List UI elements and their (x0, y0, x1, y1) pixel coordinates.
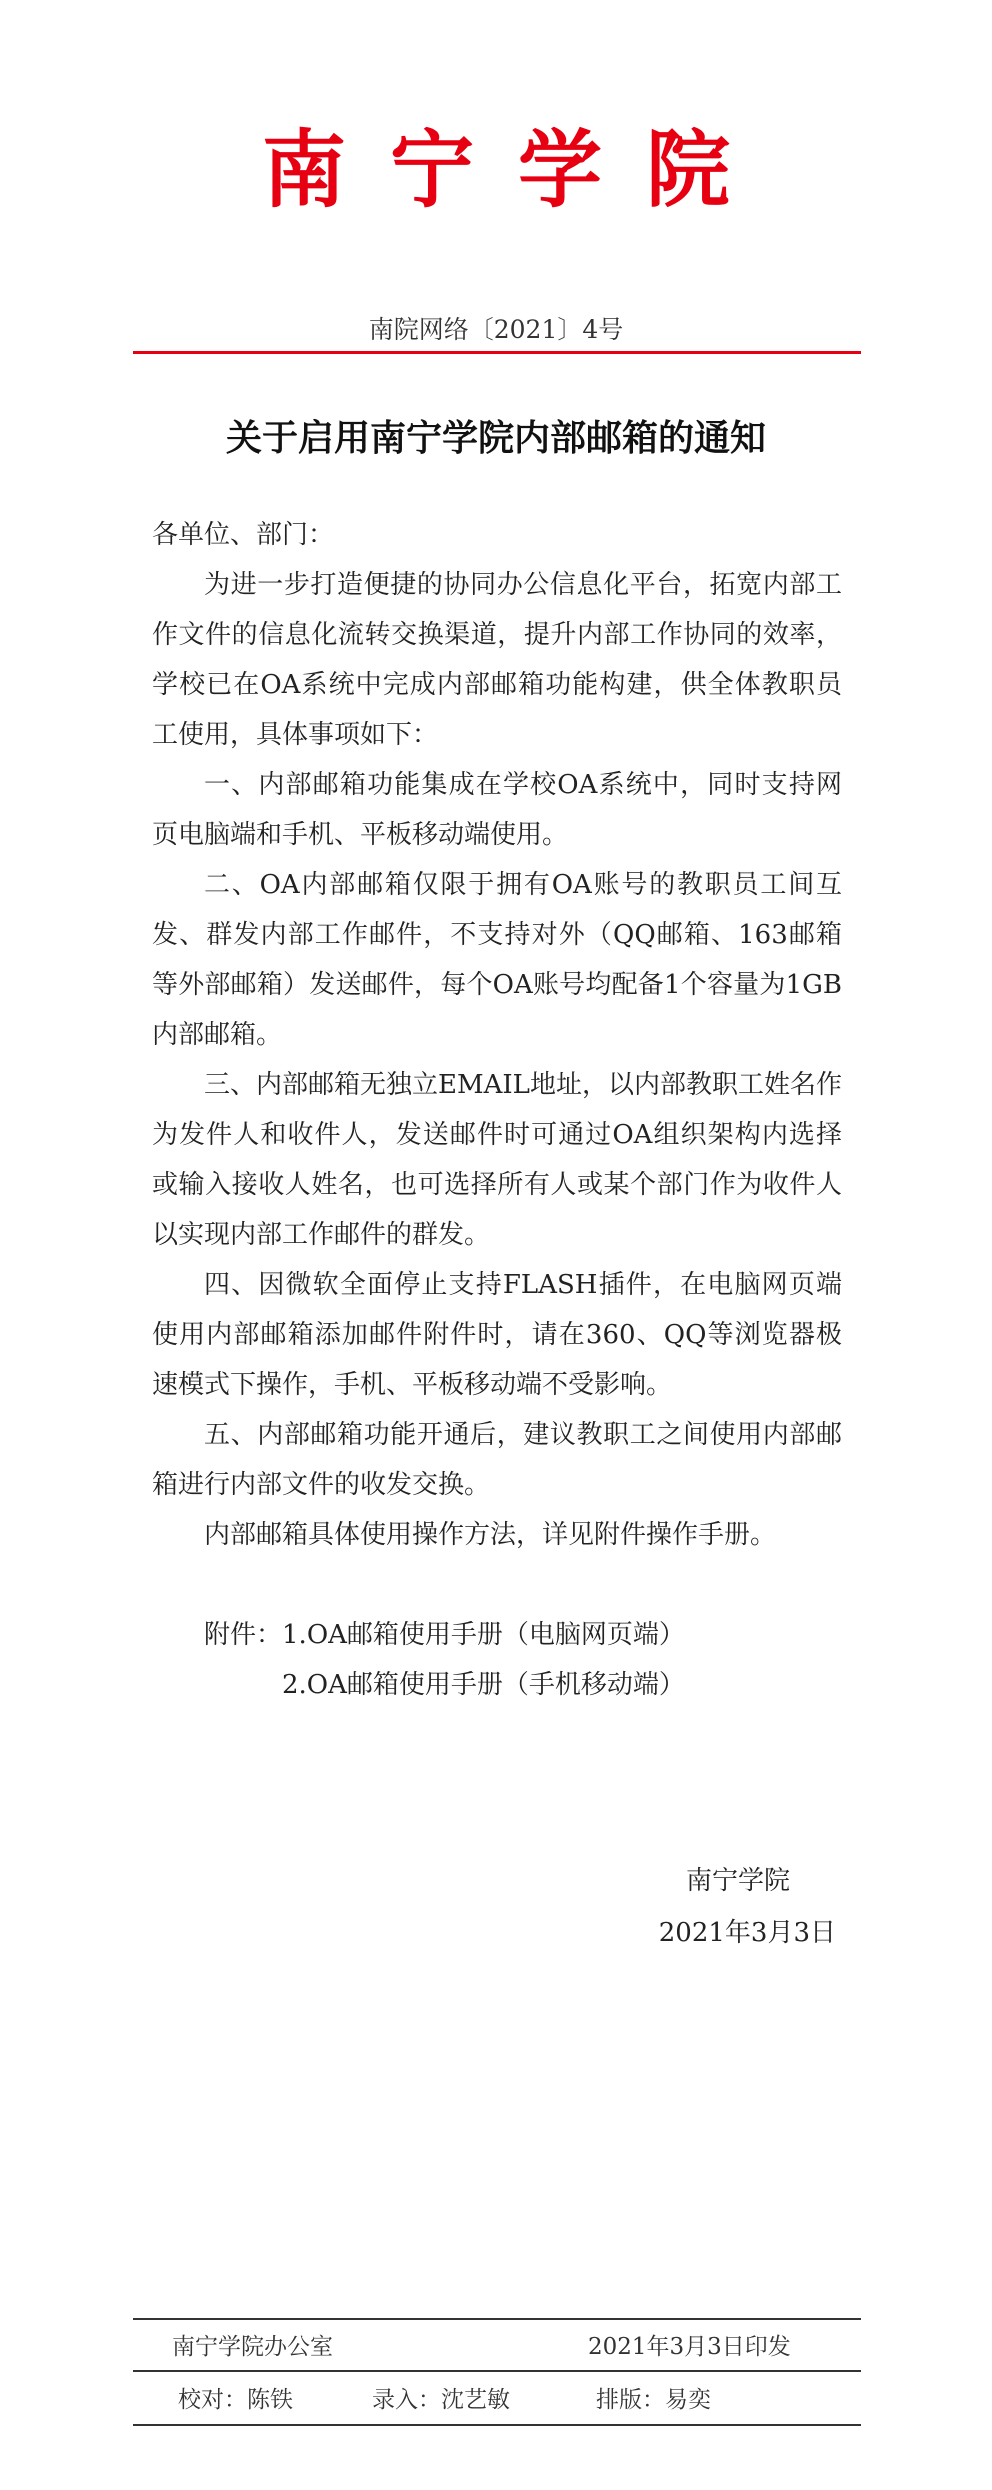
notice-body (152, 510, 842, 1560)
footer-entry: 录入：沈艺敏 (372, 2387, 510, 2413)
paragraph-item-5: 五、内部邮箱功能开通后，建议教职工之间使用内部邮箱进行内部文件的收发交换。 (152, 1420, 842, 1500)
footer-office: 南宁学院办公室 (172, 2334, 333, 2360)
red-divider (133, 351, 861, 354)
attachment-item: 1.OA邮箱使用手册（电脑网页端） (282, 1620, 685, 1650)
document-number: 南院网络〔2021〕4号 (368, 315, 624, 344)
attachments-label: 附件： (204, 1620, 283, 1650)
notice-title: 关于启用南宁学院内部邮箱的通知 (225, 417, 766, 459)
footer-proofread: 校对：陈铁 (178, 2387, 293, 2413)
signer-name: 南宁学院 (685, 1866, 790, 1896)
paragraph-item-2: 二、OA内部邮箱仅限于拥有OA账号的教职员工间互发、群发内部工作邮件，不支持对外（QQ邮箱、163邮箱等外部邮箱）发送邮件，每个OA账号均配备1个容量为1GB内部邮箱。 (152, 870, 842, 1050)
salutation: 各单位、部门： (152, 520, 335, 550)
paragraph-intro: 为进一步打造便捷的协同办公信息化平台，拓宽内部工作文件的信息化流转交换渠道，提升内部工作协同的效率，学校已在OA系统中完成内部邮箱功能构建，供全体教职员工使用，具体事项如下： (152, 570, 842, 750)
paragraph-item-4: 四、因微软全面停止支持FLASH插件，在电脑网页端使用内部邮箱添加邮件附件时，请在360、QQ等浏览器极速模式下操作，手机、平板移动端不受影响。 (152, 1270, 842, 1400)
footer-middle-rule (133, 2370, 861, 2372)
paragraph-item-3: 三、内部邮箱无独立EMAIL地址，以内部教职工姓名作为发件人和收件人，发送邮件时可通过OA组织架构内选择或输入接收人姓名，也可选择所有人或某个部门作为收件人以实现内部工作邮件的群发。 (152, 1070, 842, 1250)
footer-bottom-rule (133, 2424, 861, 2426)
institution-header: 南宁学院 (261, 120, 774, 219)
signature-date: 2021年3月3日 (658, 1918, 836, 1948)
attachments-block (204, 1610, 685, 1710)
footer-top-rule (133, 2318, 861, 2320)
paragraph-manual-note: 内部邮箱具体使用操作方法，详见附件操作手册。 (204, 1520, 777, 1550)
footer-print-date: 2021年3月3日印发 (588, 2334, 791, 2360)
footer-layout: 排版：易奕 (596, 2387, 711, 2413)
attachment-item: 2.OA邮箱使用手册（手机移动端） (282, 1670, 685, 1700)
paragraph-item-1: 一、内部邮箱功能集成在学校OA系统中，同时支持网页电脑端和手机、平板移动端使用。 (152, 770, 842, 850)
